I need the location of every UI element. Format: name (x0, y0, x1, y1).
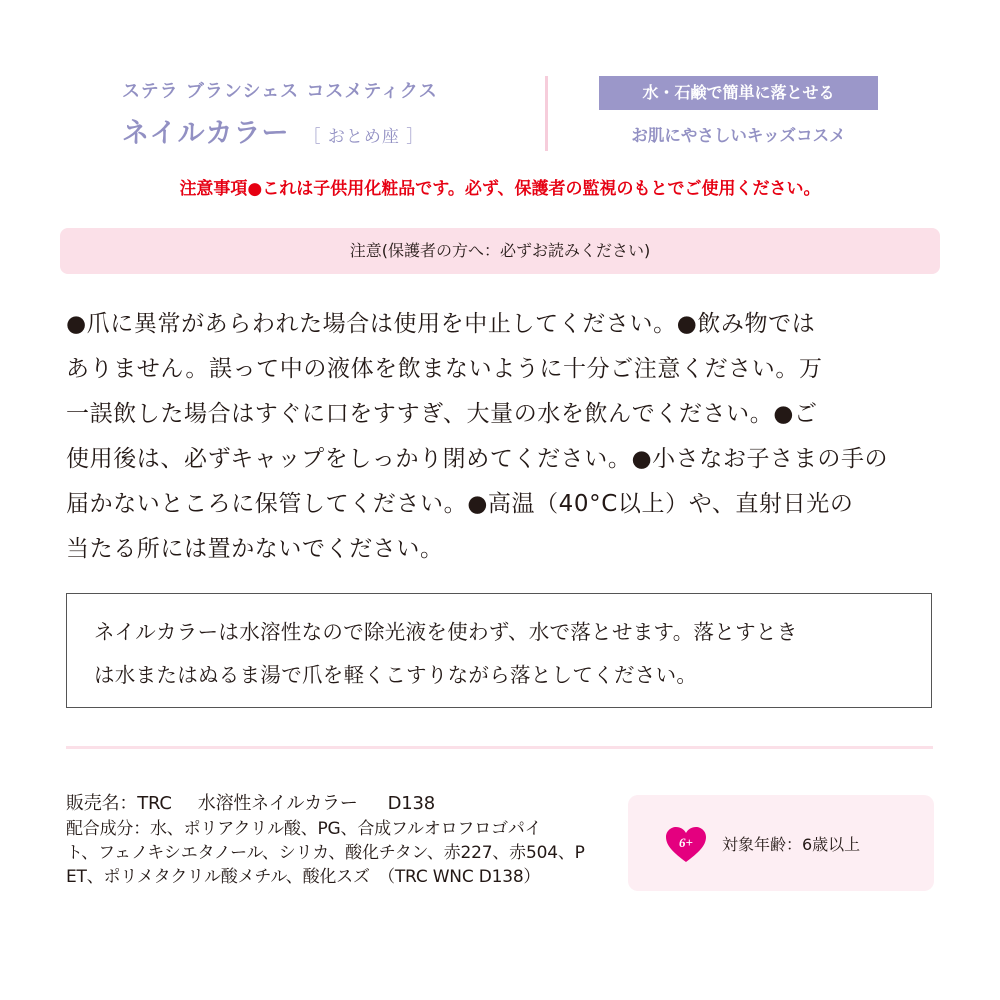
warning-notice: 注意事項●これは子供用化粧品です。必ず、保護者の監視のもとでご使用ください。 (179, 179, 821, 199)
ingredients-line: ET、ポリメタクリル酸メチル、酸化スズ （TRC WNC D138） (66, 867, 541, 887)
product-info (66, 790, 616, 889)
sales-code: D138 (387, 793, 436, 814)
feature-tag: 水・石鹸で簡単に落とせる (599, 76, 878, 110)
feature-subtitle: お肌にやさしいキッズコスメ (631, 126, 846, 145)
age-badge: 6+ (679, 835, 693, 850)
caution-line: ありません。誤って中の液体を飲まないように十分ご注意ください。万 (66, 356, 823, 382)
caution-body (66, 302, 946, 572)
sales-label: 販売名：TRC (66, 793, 172, 814)
ingredients-line: 配合成分：水、ポリアクリル酸、PG、合成フルオロフロゴパイ (66, 819, 542, 839)
caution-line: 使用後は、必ずキャップをしっかり閉めてください。●小さなお子さまの手の (66, 446, 889, 472)
brand-name: ステラ ブランシェス コスメティクス (122, 81, 438, 102)
section-divider (66, 746, 933, 749)
header-divider (545, 76, 548, 151)
product-sub: ［ おとめ座 ］ (303, 127, 425, 147)
target-age: 対象年齢：6歳以上 (722, 835, 861, 854)
caution-line: ●爪に異常があらわれた場合は使用を中止してください。●飲み物では (66, 311, 816, 337)
product-title (122, 111, 424, 150)
caution-line: 届かないところに保管してください。●高温（40°C以上）や、直射日光の (66, 491, 854, 517)
note-line: は水またはぬるま湯で爪を軽くこすりながら落としてください。 (94, 663, 698, 687)
sales-name: 水溶性ネイルカラー (197, 793, 358, 814)
caution-heading: 注意(保護者の方へ：必ずお読みください) (60, 228, 940, 274)
caution-line: 当たる所には置かないでください。 (66, 536, 444, 562)
ingredients-line: ト、フェノキシエタノール、シリカ、酸化チタン、赤227、赤504、P (66, 843, 585, 863)
heart-icon (664, 826, 708, 864)
caution-line: 一誤飲した場合はすぐに口をすすぎ、大量の水を飲んでください。●ご (66, 401, 818, 427)
sales-name-line (66, 790, 616, 817)
removal-note (94, 611, 934, 697)
note-line: ネイルカラーは水溶性なので除光液を使わず、水で落とせます。落とすとき (94, 620, 798, 644)
product-name: ネイルカラー (122, 118, 290, 149)
